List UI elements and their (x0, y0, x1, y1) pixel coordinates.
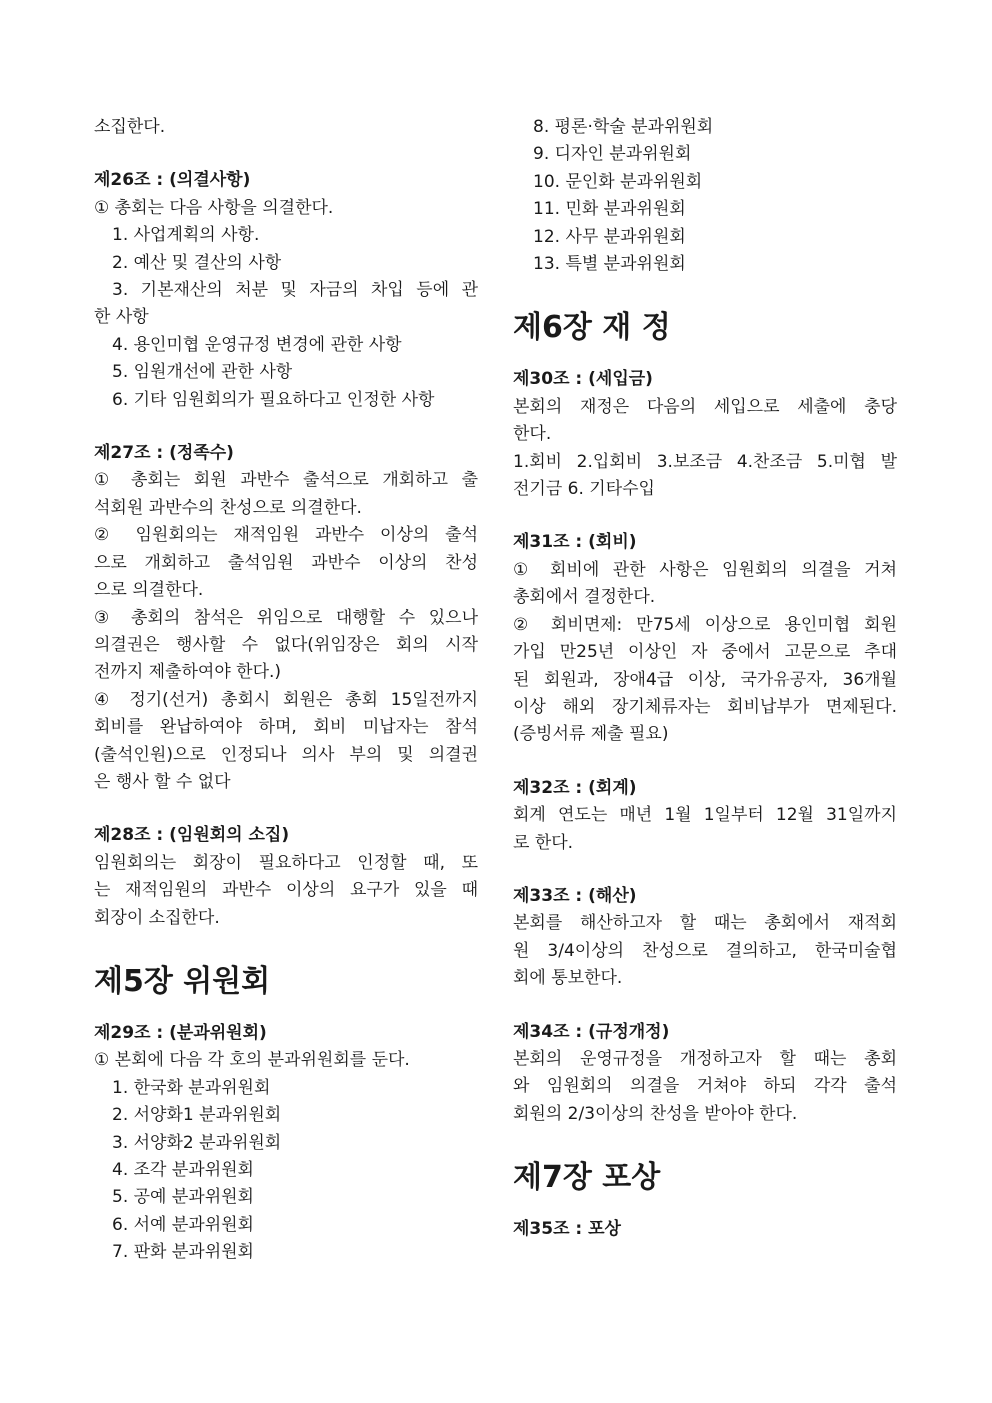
article-32-line: 회계 연도는 매년 1월 1일부터 12월 31일까지 (513, 805, 897, 826)
article-31-line: ② 회비면제: 만75세 이상으로 용인미협 회원 (513, 614, 897, 635)
article-28-line: 임원회의는 회장이 필요하다고 인정할 때, 또 (94, 852, 478, 873)
article-28-line: 회장이 소집한다. (94, 907, 220, 928)
article-27-line: 회비를 완납하여야 하며, 회비 미납자는 참석 (94, 717, 478, 738)
article-35-title: 제35조 : 포상 (513, 1219, 621, 1240)
committee-list-item: 3. 서양화2 분과위원회 (112, 1132, 282, 1153)
article-31-line: 된 회원과, 장애4급 이상, 국가유공자, 36개월 (513, 669, 897, 690)
article-27-line: ② 임원회의는 재적임원 과반수 이상의 출석 (94, 525, 478, 546)
article-27-line: (출석인원)으로 인정되나 의사 부의 및 의결권 (94, 744, 478, 765)
article-28-title: 제28조 : (임원회의 소집) (94, 825, 290, 846)
article-33-line: 원 3/4이상의 찬성으로 결의하고, 한국미술협 (513, 940, 897, 961)
chapter-6-title: 제6장 재 정 (513, 310, 671, 346)
committee-list-item: 8. 평론·학술 분과위원회 (533, 117, 714, 137)
article-26-item-4: 4. 용인미협 운영규정 변경에 관한 사항 (112, 334, 402, 355)
article-30-line: 전기금 6. 기타수입 (513, 479, 655, 500)
article-27-line: 석회원 과반수의 찬성으로 의결한다. (94, 497, 362, 518)
chapter-7-title: 제7장 포상 (513, 1160, 661, 1196)
committee-list-item: 13. 특별 분과위원회 (533, 254, 686, 275)
committee-list-item: 7. 판화 분과위원회 (112, 1242, 254, 1263)
article-26-item-3-cont: 한 사항 (94, 307, 149, 328)
article-26-title: 제26조 : (의결사항) (94, 170, 251, 191)
article-27-line: 의결권은 행사할 수 없다(위임장은 회의 시작 (94, 634, 478, 655)
committee-list-item: 6. 서예 분과위원회 (112, 1214, 254, 1235)
article-31-line: 총회에서 결정한다. (513, 587, 656, 608)
article-27-line: ③ 총회의 참석은 위임으로 대행할 수 있으나 (94, 607, 478, 628)
article-31-line: 이상 해외 장기체류자는 회비납부가 면제된다. (513, 696, 897, 717)
continuation-text: 소집한다. (94, 117, 166, 137)
article-27-line: 은 행사 할 수 없다 (94, 771, 231, 792)
article-27-line: 으로 개회하고 출석임원 과반수 이상의 찬성 (94, 552, 478, 573)
committee-list-item: 12. 사무 분과위원회 (533, 226, 686, 247)
article-31-line: 가입 만25년 이상인 자 중에서 고문으로 추대 (513, 642, 897, 663)
article-32-title: 제32조 : (회계) (513, 777, 637, 798)
committee-list-item: 2. 서양화1 분과위원회 (112, 1105, 282, 1126)
article-27-line: ④ 정기(선거) 총회시 회원은 총회 15일전까지 (94, 689, 478, 710)
article-28-line: 는 재적임원의 과반수 이상의 요구가 있을 때 (94, 880, 478, 901)
committee-list-item: 9. 디자인 분과위원회 (533, 144, 692, 165)
article-30-title: 제30조 : (세입금) (513, 369, 653, 390)
article-33-title: 제33조 : (해산) (513, 885, 637, 906)
article-26-item-1: 1. 사업계획의 사항. (112, 225, 260, 246)
article-26-item-2: 2. 예산 및 결산의 사항 (112, 252, 282, 273)
article-26-item-3: 3. 기본재산의 처분 및 자금의 차입 등에 관 (112, 280, 478, 301)
article-30-line: 본회의 재정은 다음의 세입으로 세출에 충당 (513, 396, 897, 417)
article-27-title: 제27조 : (정족수) (94, 443, 234, 464)
article-29-para-1: ① 본회에 다음 각 호의 분과위원회를 둔다. (94, 1050, 410, 1071)
article-30-line: 1.회비 2.입회비 3.보조금 4.찬조금 5.미협 발 (513, 451, 897, 472)
article-31-line: ① 회비에 관한 사항은 임원회의 의결을 거쳐 (513, 559, 897, 580)
article-30-line: 한다. (513, 424, 552, 445)
committee-list-item: 10. 문인화 분과위원회 (533, 171, 703, 192)
committee-list-item: 1. 한국화 분과위원회 (112, 1077, 271, 1098)
article-29-title: 제29조 : (분과위원회) (94, 1022, 267, 1043)
article-34-line: 와 임원회의 의결을 거쳐야 하되 각각 출석 (513, 1076, 897, 1097)
article-33-line: 회에 통보한다. (513, 968, 623, 989)
article-34-line: 회원의 2/3이상의 찬성을 받아야 한다. (513, 1103, 798, 1124)
article-33-line: 본회를 해산하고자 할 때는 총회에서 재적회 (513, 913, 897, 934)
article-27-line: 전까지 제출하여야 한다.) (94, 662, 282, 683)
chapter-5-title: 제5장 위원회 (94, 963, 271, 999)
article-32-line: 로 한다. (513, 832, 574, 853)
article-31-line: (증빙서류 제출 필요) (513, 724, 669, 745)
article-34-line: 본회의 운영규정을 개정하고자 할 때는 총회 (513, 1048, 897, 1069)
article-26-para-1: ① 총회는 다음 사항을 의결한다. (94, 197, 334, 218)
article-27-line: 으로 의결한다. (94, 580, 204, 601)
left-column (94, 114, 478, 1267)
article-26-item-5: 5. 임원개선에 관한 사항 (112, 362, 293, 383)
article-31-title: 제31조 : (회비) (513, 532, 637, 553)
committee-list-item: 5. 공예 분과위원회 (112, 1187, 254, 1208)
article-34-title: 제34조 : (규정개정) (513, 1021, 670, 1042)
committee-list-item: 4. 조각 분과위원회 (112, 1160, 254, 1180)
right-column (513, 114, 897, 1244)
committee-list-item: 11. 민화 분과위원회 (533, 199, 686, 220)
article-26-item-6: 6. 기타 임원회의가 필요하다고 인정한 사항 (112, 389, 435, 410)
article-27-line: ① 총회는 회원 과반수 출석으로 개회하고 출 (94, 470, 478, 491)
